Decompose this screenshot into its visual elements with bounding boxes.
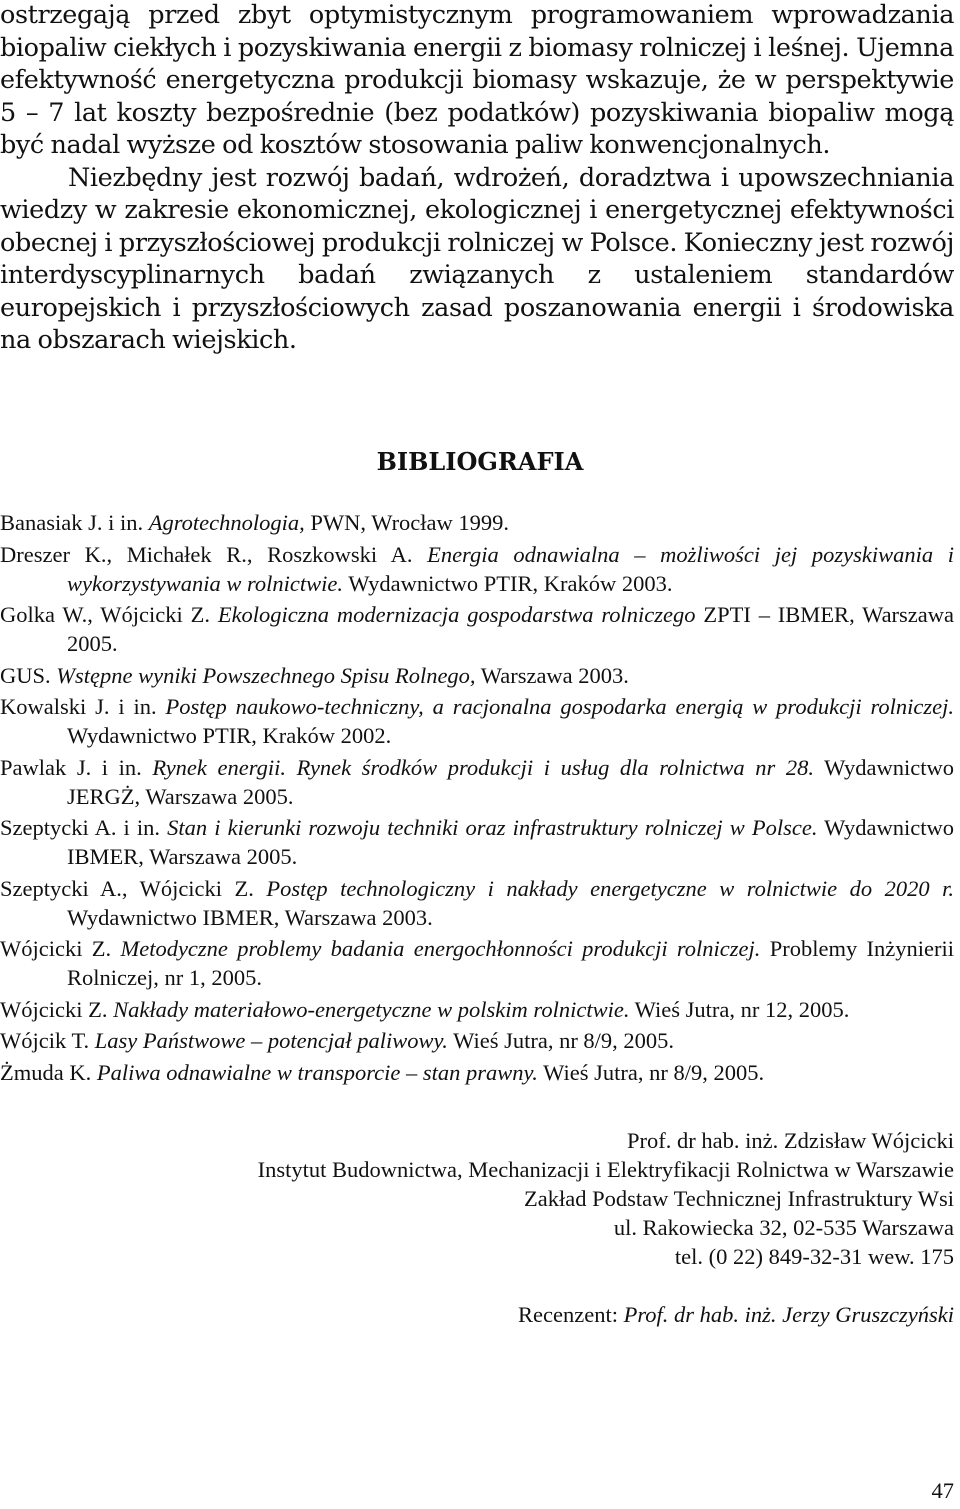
- bib-entry: [0, 600, 954, 658]
- bib-title: Lasy Państwowe – potencjał paliwowy.: [94, 1028, 448, 1053]
- bib-publisher: Wieś Jutra, nr 8/9, 2005.: [453, 1028, 675, 1053]
- reviewer-label: Recenzent:: [518, 1302, 618, 1327]
- bib-publisher: Warszawa 2003.: [480, 662, 629, 688]
- bib-entry: [0, 813, 954, 871]
- bib-entry: [0, 508, 954, 537]
- bib-authors: Banasiak J. i in.: [0, 510, 144, 535]
- bib-entry: [0, 934, 954, 992]
- bib-title: Nakłady materiałowo-energetyczne w polskim rolnictwie.: [113, 996, 630, 1022]
- bib-publisher: PWN, Wrocław 1999.: [310, 510, 510, 535]
- body-text: [0, 0, 954, 357]
- bib-entry: [0, 1058, 954, 1087]
- bib-publisher: Wydawnictwo IBMER, Warszawa 2005.: [67, 815, 955, 869]
- bib-entry: [0, 692, 954, 750]
- bib-entry: [0, 874, 954, 932]
- reviewer-line: [518, 1300, 954, 1329]
- bib-entry: [0, 1026, 954, 1055]
- bib-authors: GUS.: [0, 662, 51, 688]
- author-name: Prof. dr hab. inż. Zdzisław Wójcicki: [627, 1128, 954, 1153]
- paragraph-2: Niezbędny jest rozwój badań, wdrożeń, doradztwa i upowszechniania wiedzy w zakresie ekonomicznej, ekologicznej i energetycznej efektywności obecnej i przyszłościowej produkcji rolniczej w Polsce. Konieczny jest rozwój interdyscyplinarnych badań związanych z ustaleniem standardów europejskich i przyszłościowych zasad poszanowania energii i środowiska na obszarach wiejskich.: [0, 162, 954, 355]
- reviewer-name: Prof. dr hab. inż. Jerzy Gruszczyński: [623, 1302, 954, 1327]
- bib-authors: Golka W., Wójcicki Z.: [0, 602, 210, 627]
- author-phone: tel. (0 22) 849-32-31 wew. 175: [674, 1244, 954, 1269]
- bib-title: Agrotechnologia,: [148, 510, 305, 535]
- author-address: ul. Rakowiecka 32, 02-535 Warszawa: [613, 1215, 954, 1240]
- bib-publisher: Wydawnictwo PTIR, Kraków 2003.: [348, 570, 673, 596]
- bib-title: Postęp naukowo-techniczny, a racjonalna gospodarka energią w produkcji rolniczej.: [165, 694, 954, 719]
- bib-authors: Wójcicki Z.: [0, 936, 112, 961]
- page-number: 47: [931, 1478, 954, 1503]
- bib-authors: Dreszer K., Michałek R., Roszkowski A.: [0, 541, 413, 567]
- bib-entry: [0, 995, 954, 1024]
- bib-publisher: ZPTI – IBMER, Warszawa 2005.: [67, 602, 955, 656]
- bib-authors: Żmuda K.: [0, 1059, 92, 1085]
- bib-title: Postęp technologiczny i nakłady energetyczne w rolnictwie do 2020 r.: [266, 875, 954, 901]
- bibliography-heading: BIBLIOGRAFIA: [376, 447, 584, 476]
- author-institute: Instytut Budownictwa, Mechanizacji i Elektryfikacji Rolnictwa w Warszawie: [257, 1157, 954, 1182]
- bib-publisher: Wydawnictwo IBMER, Warszawa 2003.: [67, 904, 433, 930]
- bib-authors: Kowalski J. i in.: [0, 694, 157, 719]
- bib-title: Ekologiczna modernizacja gospodarstwa rolniczego: [217, 602, 696, 627]
- bib-authors: Wójcik T.: [0, 1028, 90, 1053]
- bib-publisher: Wieś Jutra, nr 8/9, 2005.: [543, 1059, 765, 1085]
- bib-authors: Szeptycki A. i in.: [0, 815, 161, 840]
- bib-publisher: Wydawnictwo PTIR, Kraków 2002.: [67, 723, 392, 748]
- bib-title: Metodyczne problemy badania energochłonności produkcji rolniczej.: [120, 936, 761, 961]
- author-department: Zakład Podstaw Technicznej Infrastruktury Wsi: [524, 1186, 954, 1211]
- bib-title: Stan i kierunki rozwoju techniki oraz infrastruktury rolniczej w Polsce.: [167, 815, 818, 840]
- paragraph-1: ostrzegają przed zbyt optymistycznym programowaniem wprowadzania biopaliw ciekłych i pozyskiwania energii z biomasy rolniczej i leśnej. Ujemna efektywność energetyczna produkcji biomasy wskazuje, że w perspektywie 5 – 7 lat koszty bezpośrednie (bez podatków) pozyskiwania biopaliw mogą być nadal wyższe od kosztów stosowania paliw konwencjonalnych.: [0, 0, 954, 160]
- bib-authors: Wójcicki Z.: [0, 996, 108, 1022]
- bibliography-list: [0, 508, 954, 1089]
- bib-authors: Szeptycki A., Wójcicki Z.: [0, 875, 254, 901]
- author-affiliation: [258, 1126, 954, 1271]
- bib-publisher: Wydawnictwo JERGŻ, Warszawa 2005.: [67, 754, 955, 809]
- bib-title: Paliwa odnawialne w transporcie – stan prawny.: [96, 1059, 538, 1085]
- bib-title: Energia odnawialna – możliwości jej pozyskiwania i wykorzystywania w rolnictwie.: [67, 541, 954, 596]
- bib-authors: Pawlak J. i in.: [0, 754, 142, 780]
- bib-title: Rynek energii. Rynek środków produkcji i usług dla rolnictwa nr 28.: [152, 754, 814, 780]
- bib-entry: [0, 661, 954, 690]
- bib-publisher: Wieś Jutra, nr 12, 2005.: [634, 996, 850, 1022]
- bib-entry: [0, 540, 954, 598]
- bib-title: Wstępne wyniki Powszechnego Spisu Rolnego,: [56, 662, 476, 688]
- bib-publisher: Problemy Inżynierii Rolniczej, nr 1, 2005.: [67, 936, 955, 990]
- bib-entry: [0, 753, 954, 811]
